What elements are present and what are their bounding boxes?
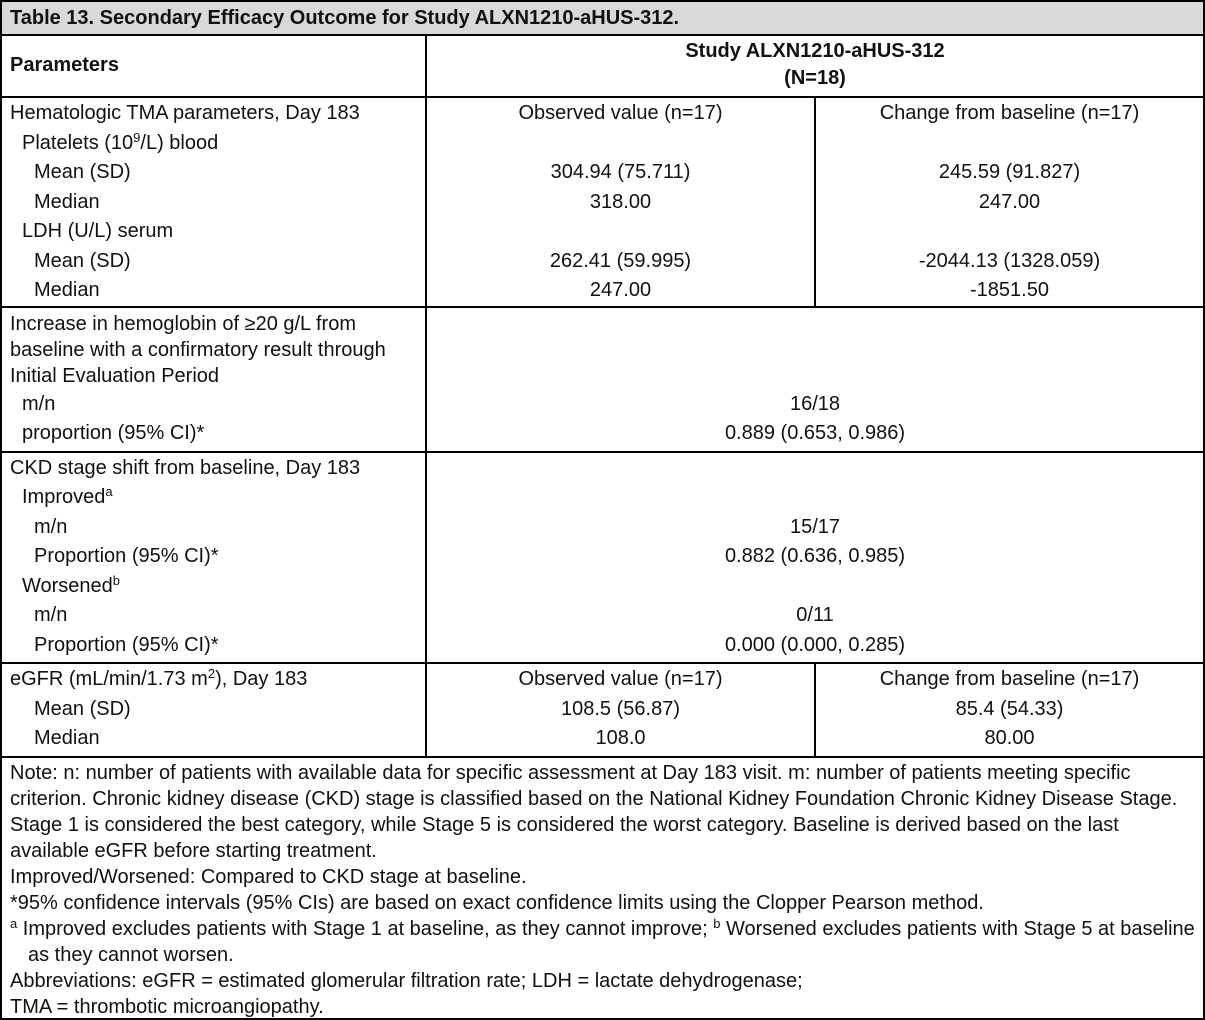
footnote-abbreviations: Abbreviations: eGFR = estimated glomerular filtration rate; LDH = lactate dehydrogenase;	[10, 969, 803, 992]
hemoglobin-title-row	[2, 307, 1203, 390]
platelets-median-row	[2, 188, 1203, 218]
ldh-mean-row	[2, 247, 1203, 277]
study-header	[426, 36, 1203, 97]
ckd-worsened-mn-value: 0/11	[426, 601, 1203, 631]
hemoglobin-prop-value: 0.889 (0.653, 0.986)	[426, 419, 1203, 452]
ckd-title-row	[2, 452, 1203, 484]
egfr-title: eGFR (mL/min/1.73 $m^2$), Day 183	[2, 663, 426, 695]
egfr-mean-row	[2, 695, 1203, 725]
ckd-improved-row	[2, 483, 1203, 513]
table-caption: Table 13. Secondary Efficacy Outcome for Study ALXN1210-aHUS-312.	[2, 2, 1203, 36]
ldh-median-row	[2, 276, 1203, 307]
platelets-mean-change: 245.59 (91.827)	[815, 158, 1203, 188]
ckd-worsened-mn-label: m/n	[34, 604, 68, 626]
ckd-worsened-prop-value: 0.000 (0.000, 0.285)	[426, 631, 1203, 664]
ckd-title: CKD stage shift from baseline, Day 183	[2, 452, 426, 484]
ckd-worsened-row	[2, 572, 1203, 602]
platelets-median-label: Median	[34, 190, 100, 213]
ckd-improved-prop-label: Proportion (95% CI)*	[34, 545, 219, 567]
hemoglobin-prop-label: proportion (95% CI)*	[22, 422, 205, 444]
egfr-median-change: 80.00	[815, 724, 1203, 756]
egfr-mean-label: Mean (SD)	[34, 697, 131, 720]
ldh-mean-label: Mean (SD)	[34, 249, 131, 272]
ckd-improved-mn-row	[2, 513, 1203, 543]
study-name: Study ALXN1210-aHUS-312	[685, 40, 945, 62]
ckd-worsened-mn-row	[2, 601, 1203, 631]
ckd-improved-prop-value: 0.882 (0.636, 0.985)	[426, 542, 1203, 572]
egfr-change-header: Change from baseline (n=17)	[815, 663, 1203, 695]
footnote-confidence-intervals: *95% confidence intervals (95% CIs) are based on exact confidence limits using the Clopper Pearson method.	[10, 891, 984, 914]
platelets-median-change: 247.00	[815, 188, 1203, 218]
ldh-mean-observed: 262.41 (59.995)	[426, 247, 815, 277]
hemoglobin-title: Increase in hemoglobin of ≥20 g/L from baseline with a confirmatory result through Initial Evaluation Period	[2, 307, 426, 390]
hemoglobin-mn-label: m/n	[22, 392, 56, 415]
egfr-observed-header: Observed value (n=17)	[426, 663, 815, 695]
hematologic-observed-header: Observed value (n=17)	[426, 97, 815, 129]
hematologic-title-row	[2, 97, 1203, 129]
ldh-label: LDH (U/L) serum	[22, 220, 174, 242]
platelets-mean-row	[2, 158, 1203, 188]
ckd-improved-label: Improved$^a$	[22, 484, 113, 508]
ckd-improved-prop-row	[2, 542, 1203, 572]
egfr-mean-observed: 108.5 (56.87)	[426, 695, 815, 725]
platelets-mean-observed: 304.94 (75.711)	[426, 158, 815, 188]
egfr-median-label: Median	[34, 727, 100, 749]
egfr-median-row	[2, 724, 1203, 756]
egfr-median-observed: 108.0	[426, 724, 815, 756]
ldh-median-change: -1851.50	[815, 276, 1203, 307]
footnote-note: Note: n: number of patients with available data for specific assessment at Day 183 visit. m: number of patients meeting specific criterion. Chronic kidney disease (CKD) stage is classified based on the National Kidney Foundation Chronic Kidney Disease Stage. Stage 1 is considered the best category, while Stage 5 is considered the worst category. Baseline is derived based on the last available eGFR before starting treatment.	[10, 761, 1178, 862]
footnote-ab: $^a$ Improved excludes patients with Stage 1 at baseline, as they cannot improve; $^b$ Worsened excludes patients with Stage 5 at baseline as they cannot worsen.	[10, 915, 1195, 966]
ckd-worsened-prop-row	[2, 631, 1203, 664]
footnote-abbreviations-tma: TMA = thrombotic microangiopathy.	[10, 995, 324, 1018]
ldh-mean-change: -2044.13 (1328.059)	[815, 247, 1203, 277]
footnote-improved-worsened: Improved/Worsened: Compared to CKD stage at baseline.	[10, 865, 527, 888]
ckd-improved-mn-label: m/n	[34, 515, 68, 538]
ckd-worsened-label: Worsened$^b$	[22, 572, 121, 597]
egfr-title-row	[2, 663, 1203, 695]
hemoglobin-prop-row	[2, 419, 1203, 452]
efficacy-table	[2, 36, 1203, 756]
platelets-label: Platelets $(10^9/L)$ blood	[22, 129, 219, 154]
egfr-mean-change: 85.4 (54.33)	[815, 695, 1203, 725]
hemoglobin-mn-row	[2, 390, 1203, 420]
platelets-mean-label: Mean (SD)	[34, 161, 131, 183]
parameters-header: Parameters	[10, 54, 119, 77]
table-footnotes	[2, 756, 1203, 1020]
ckd-improved-mn-value: 15/17	[426, 513, 1203, 543]
ckd-worsened-prop-label: Proportion (95% CI)*	[34, 633, 219, 656]
ldh-row	[2, 217, 1203, 247]
hematologic-title: Hematologic TMA parameters, Day 183	[2, 97, 426, 129]
ldh-median-label: Median	[34, 279, 100, 301]
platelets-row	[2, 129, 1203, 159]
platelets-median-observed: 318.00	[426, 188, 815, 218]
hemoglobin-mn-value: 16/18	[426, 390, 1203, 420]
study-n: (N=18)	[784, 67, 846, 89]
hematologic-change-header: Change from baseline (n=17)	[815, 97, 1203, 129]
ldh-median-observed: 247.00	[426, 276, 815, 307]
header-row	[2, 36, 1203, 97]
